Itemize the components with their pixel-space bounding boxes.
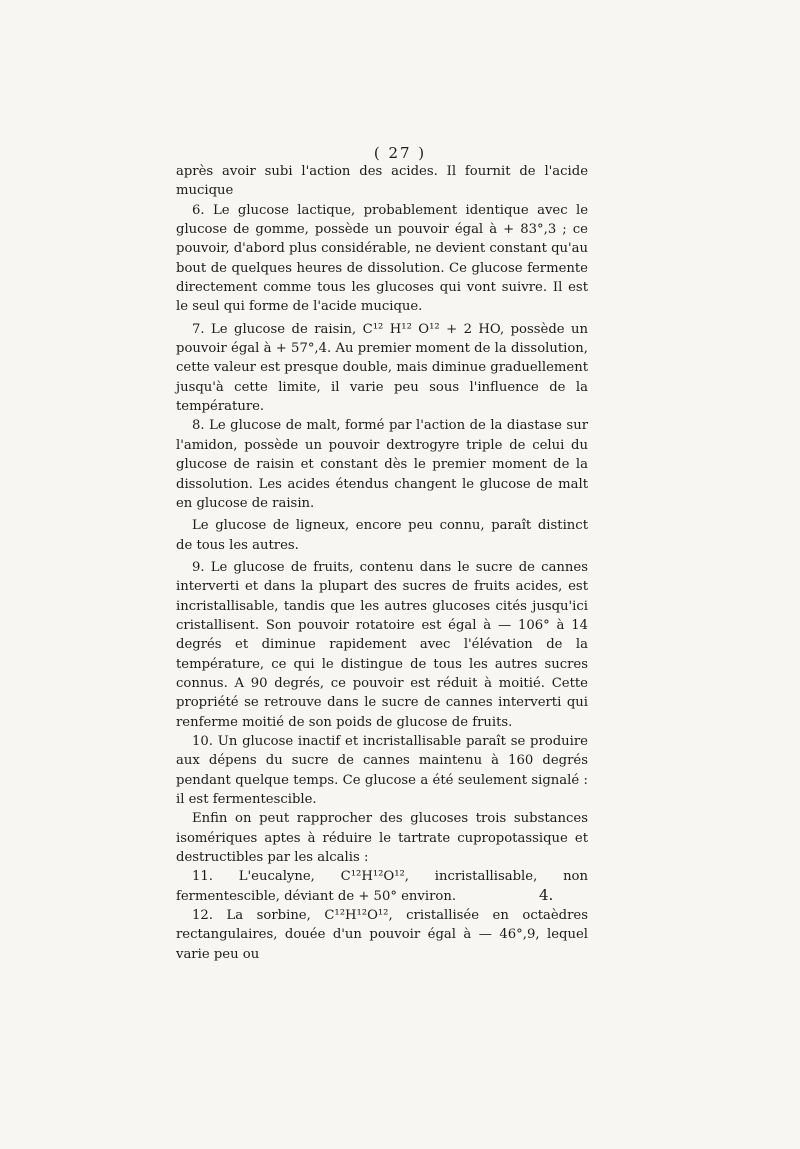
signature-mark: 4. (539, 886, 554, 904)
paragraph-7-grape-glucose: 7. Le glucose de raisin, C¹² H¹² O¹² + 2 HO, possède un pouvoir égal à + 57°,4. Au premier moment de la dissolution, cette valeur est presque double, mais diminue graduellement jusqu'à cette limite, il varie peu sous l'influence de la température. (176, 321, 588, 415)
paragraph-12-sorbine: 12. La sorbine, C¹²H¹²O¹², cristallisée en octaèdres rectangulaires, douée d'un pouvoir égal à — 46°,9, lequel varie peu ou (176, 908, 588, 962)
paragraph-8-malt-glucose: 8. Le glucose de malt, formé par l'action de la diastase sur l'amidon, possède un pouvoir dextrogyre triple de celui du glucose de raisin et constant dès le premier moment de la dissolution. Les acides étendus changent le glucose de malt en glucose de raisin. (176, 418, 588, 511)
paragraph-11-eucalyne: 11. L'eucalyne, C¹²H¹²O¹², incristallisable, non fermentescible, déviant de + 50° environ. (176, 869, 588, 904)
paragraph-6-lactic-glucose: 6. Le glucose lactique, probablement identique avec le glucose de gomme, possède un pouvoir égal à + 83°,3 ; ce pouvoir, d'abord plus considérable, ne devient constant qu'au bout de quelques heures de dissolution. Ce glucose fermente directement comme tous les glucoses qui vont suivre. Il est le seul qui forme de l'acide mucique. (176, 202, 588, 315)
body-text (176, 162, 588, 964)
paragraph-wood-glucose: Le glucose de ligneux, encore peu connu, paraît distinct de tous les autres. (176, 518, 588, 553)
paragraph-continuation: après avoir subi l'action des acides. Il fournit de l'acide mucique (176, 164, 588, 199)
paragraph-10-inactive-glucose: 10. Un glucose inactif et incristallisable paraît se produire aux dépens du sucre de cannes maintenu à 160 degrés pendant quelque temps. Ce glucose a été seulement signalé : il est fermentescible. (176, 733, 588, 807)
paragraph-isomeric-substances: Enfin on peut rapprocher des glucoses trois substances isomériques aptes à réduire le tartrate cupropotassique et destructibles par les alcalis : (176, 811, 588, 866)
paragraph-9-fruit-glucose: 9. Le glucose de fruits, contenu dans le sucre de cannes interverti et dans la plupart des sucres de fruits acides, est incristallisable, tandis que les autres glucoses cités jusqu'ici cristallisent. Son pouvoir rotatoire est égal à — 106° à 14 degrés et diminue rapidement avec l'élévation de la température, ce qui le distingue de tous les autres sucres connus. A 90 degrés, ce pouvoir est réduit à moitié. Cette propriété se retrouve dans le sucre de cannes interverti qui renferme moitié de son poids de glucose de fruits. (176, 559, 588, 730)
page-number: ( 27 ) (373, 144, 427, 162)
